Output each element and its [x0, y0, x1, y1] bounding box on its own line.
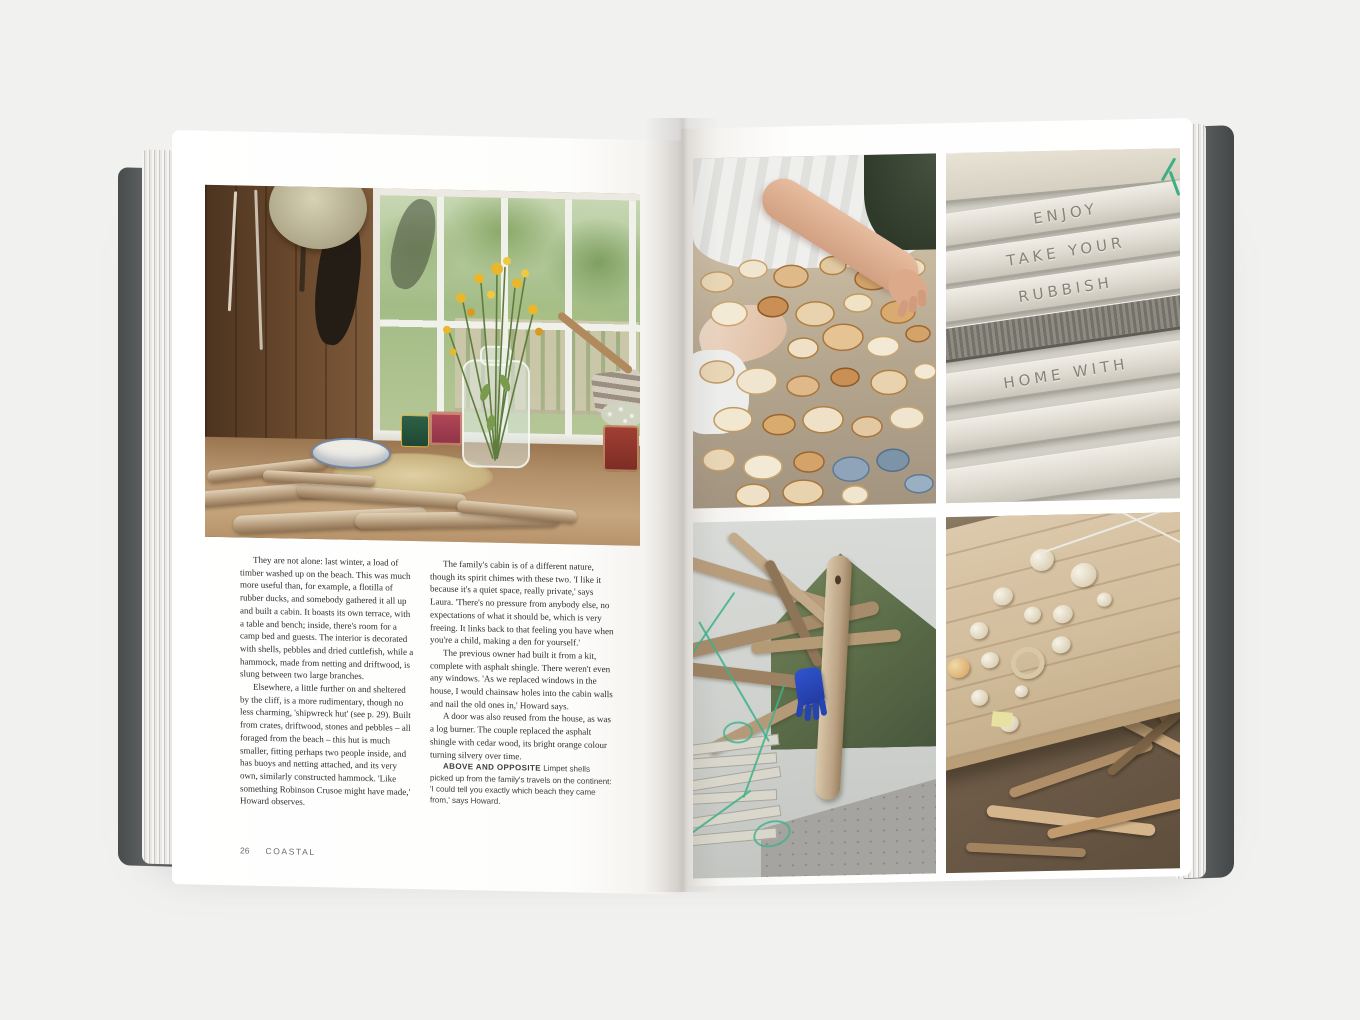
- paragraph: The previous owner had built it from a kit, complete with asphalt shingle. There weren't even any windows. 'As we replaced windows in the house, I would chainsaw holes into the cabin walls and nail the old ones in,' Howard says.: [430, 647, 613, 712]
- text-column-1: [240, 553, 415, 811]
- limpet-shell: [968, 620, 989, 641]
- scratched-word: ENJOY: [1032, 199, 1100, 228]
- limpet-shell: [969, 688, 989, 708]
- right-page: [681, 118, 1192, 887]
- scratched-word: TAKE YOUR: [1005, 232, 1127, 270]
- photo-grid: [693, 148, 1180, 878]
- photo-caption: [430, 761, 614, 810]
- scratched-word: HOME WITH: [1002, 354, 1130, 393]
- wood-knot: [835, 575, 841, 584]
- text-column-2: [430, 557, 614, 815]
- yellow-note: [991, 711, 1012, 728]
- limpet-shell: [946, 656, 972, 681]
- pebble-beach: [761, 758, 936, 877]
- paragraph: The family's cabin is of a different nature, though its spirit chimes with these two. 'I like it because it's a quiet space, really private,' says Laura. 'There's no pressure from anybody else, no expectations of what it should be, which is very freeing. It links back to that feeling you have when you're a child, making a den for yourself.': [430, 558, 614, 648]
- crate-slat: [693, 766, 781, 792]
- ring-shell: [1008, 643, 1048, 682]
- limpet-shelf-photo: [946, 512, 1180, 873]
- limpet-shell: [1051, 603, 1075, 625]
- headland: [771, 551, 936, 749]
- shell-sorting-photo: [693, 153, 936, 508]
- finger: [917, 289, 926, 307]
- caption-label: ABOVE AND OPPOSITE: [443, 761, 542, 773]
- limpet-shell: [1095, 591, 1113, 608]
- body-text: [240, 553, 614, 815]
- hanging-rope: [228, 191, 237, 311]
- paragraph: A door was also reused from the house, as was a log burner. The couple replaced the asphalt shingle with cedar wood, its bright orange colour turning silvery over time.: [430, 711, 611, 761]
- driftwood-stick: [966, 843, 1086, 858]
- section-title: COASTAL: [265, 845, 316, 858]
- hanging-rope: [254, 190, 263, 350]
- scratched-word: RUBBISH: [1017, 272, 1115, 306]
- page-number: 26: [240, 845, 250, 856]
- daisy-tin: [603, 425, 639, 472]
- paragraph: Elsewhere, a little further on and sheltered by the cliff, is a more rudimentary, though no less charming, 'shipwreck hut' (see p. 29). Built from crates, driftwood, stones and pebbles – all foraged from the beach – this hut is much smaller, fitting perhaps two people inside, and has buoys and netting attached, and its very own, similarly constructed hammock. 'Like something Robinson Crusoe might have made,' Howard observes.: [240, 681, 411, 808]
- cabin-interior-photo: [205, 185, 640, 546]
- limpet-shell: [1022, 605, 1042, 625]
- glove-finger: [804, 704, 811, 721]
- glove-finger: [813, 703, 820, 720]
- crate-writing-photo: [946, 148, 1180, 503]
- crate-slat: [693, 752, 777, 770]
- left-page: [172, 130, 681, 895]
- caption-text: Limpet shells picked up from the family's travels on the continent: 'I could tell you exactly which beach they came from,' says Howard.: [430, 764, 612, 807]
- flower-jar-illustration: [433, 241, 555, 476]
- green-tin: [401, 415, 429, 448]
- paragraph: They are not alone: last winter, a load of timber washed up on the beach. This was much more useful than, for example, a flotilla of rubber ducks, and somebody gathered it all up and built a cabin. It boasts its own terrace, with a table and bench; inside, there's room for a camp bed and guests. The interior is decorated with shells, pebbles and dried cuttlefish, while a hammock, made from netting and driftwood, is slung between two large branches.: [240, 554, 414, 682]
- limpet-shell: [1014, 684, 1029, 699]
- limpet-shell: [979, 650, 1000, 670]
- limpet-shell: [1050, 634, 1072, 655]
- limpet-shell: [1068, 560, 1099, 590]
- driftwood-den-photo: [693, 517, 936, 878]
- page-stack-left: [142, 149, 175, 864]
- limpet-shell: [991, 585, 1015, 607]
- page-footer: [240, 845, 316, 857]
